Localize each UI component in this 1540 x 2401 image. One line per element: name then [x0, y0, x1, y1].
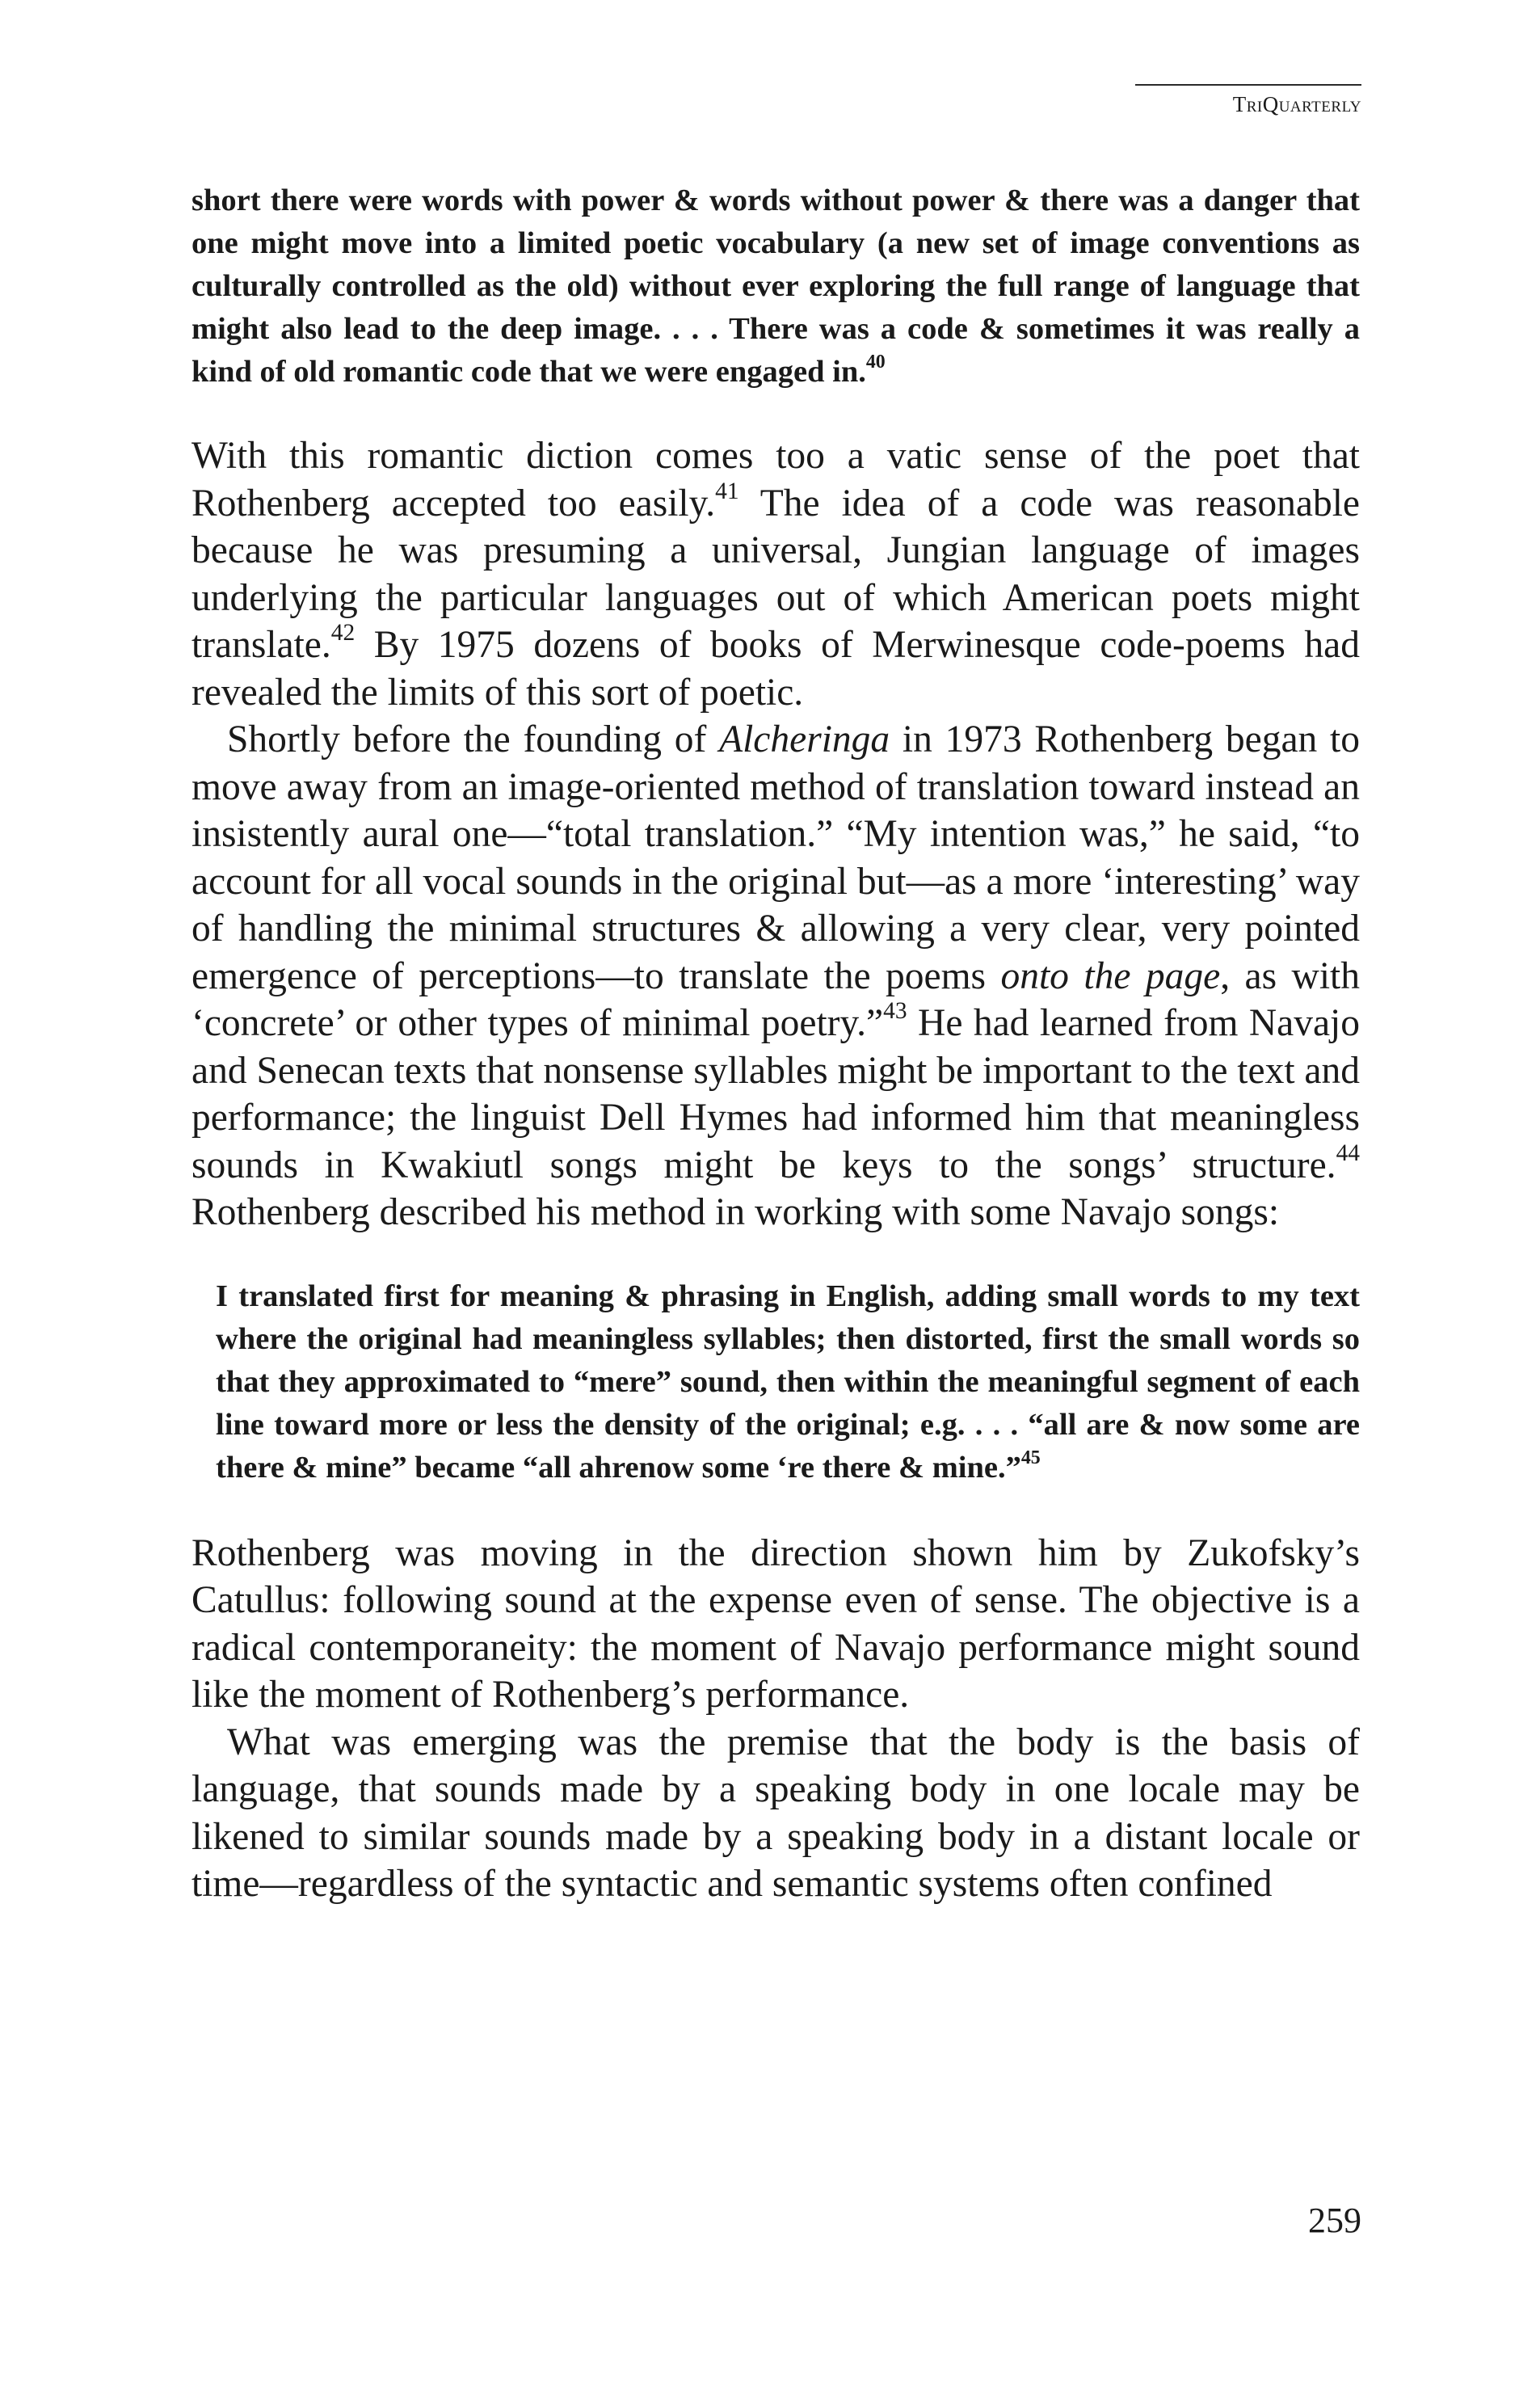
paragraph-1-text-b: The idea of a code was reasonable because he was presuming a universal, Jungian language of images underlying the particular languages out of which American poets might translate. — [191, 482, 1361, 666]
paragraph-4 — [191, 1719, 1360, 1908]
block-quote-1-text: short there were words with power & words without power & there was a danger that one might move into a limited poetic vocabulary (a new set of image conventions as culturally controlled as the old) without ever exploring the full range of language that might also lead to the deep image. . . . There was a code & sometimes it was really a kind of old romantic code that we were engaged in. — [191, 183, 1360, 389]
page-number: 259 — [1308, 2201, 1361, 2240]
emphasis-onto-the-page: onto the page — [1000, 954, 1221, 997]
paragraph-3-text: Rothenberg was moving in the direction shown him by Zukofsky’s Catullus: following sound at the expense even of sense. The objective is a radical contemporaneity: the moment of Navajo performance might sound like the moment of Rothenberg’s performance. — [191, 1531, 1360, 1716]
paragraph-4-text: What was emerging was the premise that the body is the basis of language, that sounds made by a speaking body in one locale may be likened to similar sounds made by a speaking body in a distant locale or time—regardless of the syntactic and semantic systems often confined — [191, 1721, 1360, 1905]
block-quote-2-text: I translated first for meaning & phrasing in English, adding small words to my text where the original had meaningless syllables; then distorted, first the small words so that they approximated to “mere” sound, then within the meaningful segment of each line toward more or less the density of the original; e.g. . . . “all are & now some are there & mine” became “all ahrenow some ‘re there & mine.” — [216, 1278, 1360, 1485]
block-quote-2 — [191, 1275, 1360, 1489]
paragraph-1-text-a: With this romantic diction comes too a vatic sense of the poet that Rothenberg accepted too easily. — [191, 435, 1360, 524]
paragraph-2-text-a: Shortly before the founding of — [227, 718, 720, 760]
paragraph-2-text-b: in 1973 Rothenberg began to move away from an image-oriented method of translation toward instead an insistently aural one—“total translation.” “My intention was,” he said, “to account for all vocal sounds in the original but—as a more ‘interesting’ way of handling the minimal structures & allowing a very clear, very pointed emergence of perceptions—to translate the poems — [191, 718, 1360, 997]
footnote-ref-42: 42 — [330, 619, 356, 646]
footnote-ref-41: 41 — [715, 478, 739, 504]
footnote-ref-45: 45 — [1020, 1447, 1041, 1468]
running-head-title: TriQuarterly — [1232, 92, 1361, 116]
paragraph-2 — [191, 716, 1360, 1236]
running-head — [1135, 84, 1361, 117]
footnote-ref-44: 44 — [1336, 1139, 1360, 1166]
paragraph-1-text-c: By 1975 dozens of books of Merwinesque code-poems had revealed the limits of this sort of poetic. — [191, 624, 1360, 714]
paragraph-2-text-e: Rothenberg described his method in working with some Navajo songs: — [191, 1191, 1280, 1233]
paragraph-2-text-c: , as with ‘concrete’ or other types of minimal poetry.” — [191, 954, 1361, 1044]
footnote-ref-43: 43 — [883, 997, 907, 1024]
paragraph-2-text-d: He had learned from Navajo and Senecan texts that nonsense syllables might be important to the text and performance; the linguist Dell Hymes had informed him that meaningless sounds in Kwakiutl songs might be keys to the songs’ structure. — [191, 1002, 1361, 1186]
footnote-ref-40: 40 — [865, 351, 886, 373]
paragraph-1 — [191, 432, 1360, 716]
paragraph-3 — [191, 1530, 1360, 1719]
block-quote-1 — [191, 179, 1360, 394]
page-body — [191, 179, 1360, 1908]
journal-title-alcheringa: Alcheringa — [719, 718, 890, 760]
